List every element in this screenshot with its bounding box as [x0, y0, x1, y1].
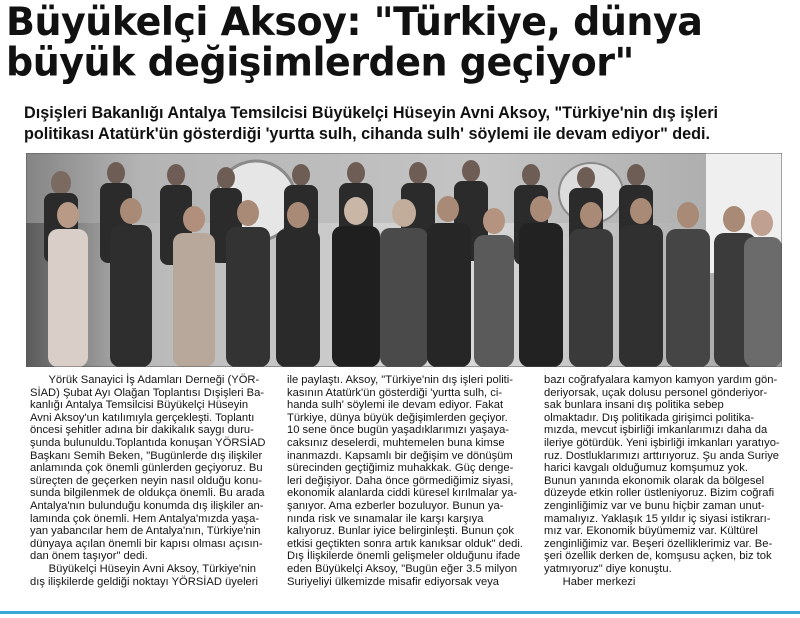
article-column-3 — [544, 374, 790, 588]
headline-line-2: büyük değişimlerden geçiyor" — [6, 39, 634, 85]
column-line: Suriyeliyi ülkemizde misafir ediyorsak veya — [287, 575, 500, 588]
column-line: deriyorsak, uçak dolusu personel gönderiyor- — [544, 386, 768, 399]
column-line: etkisi geçtikten sonra artık kanıksar olduk" dedi. — [287, 537, 523, 550]
column-line: inanmazdı. Kapsamlı bir değişim ve dönüşüm — [287, 449, 513, 462]
column-line: anlamında çok önemli günlerden geçiyoruz. Bu — [30, 462, 263, 475]
column-line: dış ilişkilerde geldiği noktayı YÖRSİAD üyeleri — [30, 575, 258, 588]
column-line: ruz. Dostluklarımızı arttırıyoruz. Şu anda Suriye — [544, 449, 780, 462]
column-line: sak bunlara insani dış politika sebep — [544, 399, 724, 412]
group-photo — [26, 153, 782, 367]
bottom-accent-rule — [0, 611, 800, 614]
column-line: dünyaya açılan önemli bir kapısı olması açısın- — [30, 537, 263, 550]
column-line: lamında çok önemli. Hem Antalya'mızda yaşa- — [30, 512, 260, 525]
column-line: handa sulh' söylemi ile devam ediyor. Fakat — [287, 399, 504, 412]
column-line: yan yabancılar hem de Antalya'nın, Türkiye'nin — [30, 525, 261, 538]
column-line: mızda, mevcut işbirliği imkanlarımızı daha da — [544, 424, 768, 437]
column-line: ekonomik alanlarda ciddi küresel kırılmalar ya- — [287, 487, 518, 500]
column-line: Büyükelçi Hüseyin Avni Aksoy, Türkiye'nin — [30, 562, 256, 575]
deck-line-2: politikası Atatürk'ün gösterdiği 'yurtta sulh, cihanda sulh' söylemi ile devam ediyor" dedi. — [24, 125, 711, 143]
column-line: şeri özellik derken de, komşusu açken, biz tok — [544, 550, 772, 563]
column-line: bazı coğrafyalara kamyon kamyon yardım gön- — [544, 374, 778, 386]
column-line: eden Büyükelçi Aksoy, "Bugün eğer 3.5 milyon — [287, 562, 518, 575]
column-line: Dış İlişkilerde önemli gelişmeler olduğunu ifade — [287, 550, 521, 563]
column-line: mamalıyız. Yaklaşık 15 yıldır iç siyasi istikrarı- — [544, 512, 771, 525]
column-line: şanıyor. Ama ezberler bozuluyor. Bunun ya- — [287, 499, 504, 512]
column-line: Türkiye, dünya büyük değişimlerden geçiyor. — [287, 411, 508, 424]
column-line: şunda bulunuldu.Toplantıda konuşan YÖRSİAD — [30, 436, 266, 449]
column-line: mız var. Ekonomik büyümemiz var. Kültürel — [544, 525, 758, 538]
column-line: ile paylaştı. Aksoy, "Türkiye'nin dış işleri politi- — [287, 374, 513, 386]
column-line: Avni Aksoy'un katılımıyla gerçekleşti. Toplantı — [30, 411, 255, 424]
column-line: Antalya'nın bulunduğu konumda dış ilişkiler an- — [30, 499, 264, 512]
column-line: SİAD) Şubat Ayı Olağan Toplantısı Dışişleri Ba- — [30, 386, 265, 399]
column-line: kalıyoruz. Bunlar iyice belirginleşti. Bunun çok — [287, 525, 514, 538]
column-line: Bunun yanında ekonomik olarak da bölgesel — [544, 474, 765, 487]
column-line: dan önem taşıyor" dedi. — [30, 550, 148, 563]
group-photo-illustration — [26, 153, 782, 367]
deck — [24, 103, 784, 145]
column-line: sunda bilgilenmek de oldukça önemli. Bu arada — [30, 487, 265, 500]
column-line: zenginliğimiz var. Beşeri özelliklerimiz var. Be- — [544, 537, 773, 550]
column-line: düzeyde etkin roller üstleniyoruz. Bizim coğrafi — [544, 487, 775, 500]
column-line: sürecinden geçtiğimiz muhakkak. Güç denge- — [287, 462, 514, 475]
column-line: harici kavgalı olduğumuz komşumuz yok. — [544, 462, 748, 475]
article-column-2 — [287, 374, 537, 588]
column-line: yatmıyoruz" diye konuştu. — [544, 562, 672, 575]
headline-line-1: Büyükelçi Aksoy: "Türkiye, dünya — [6, 0, 703, 45]
column-line: olmaktadır. Dış politikada girişimci politika- — [544, 411, 755, 424]
deck-line-1: Dışişleri Bakanlığı Antalya Temsilcisi Büyükelçi Hüseyin Avni Aksoy, "Türkiye'nin dış işleri — [24, 104, 719, 122]
article-column-1 — [30, 374, 276, 588]
headline — [6, 1, 796, 83]
column-line: zenginliğimiz var ve bunu hiçbir zaman unut- — [544, 499, 765, 512]
column-line: Başkanı Semih Beken, "Bugünlerde dış ilişkiler — [30, 449, 263, 462]
column-line: leri değişiyor. Daha önce görmediğimiz siyasi, — [287, 474, 514, 487]
column-line: Yörük Sanayici İş Adamları Derneği (YÖR- — [30, 374, 260, 386]
column-line: ileriye götürdük. Yeni işbirliği imkanları yaratıyo- — [544, 436, 780, 449]
column-line: caksınız deselerdi, muhtemelen buna kimse — [287, 436, 505, 449]
column-line: süreçten de geçerken neyin nasıl olduğu konu- — [30, 474, 262, 487]
column-line: kasının Atatürk'ün gösterdiği 'yurtta sulh, ci- — [287, 386, 503, 399]
column-line: öncesi şehitler adına bir dakikalık saygı duru- — [30, 424, 254, 437]
column-line: Haber merkezi — [544, 575, 636, 588]
column-line: nında risk ve sınamalar ile karşı karşıya — [287, 512, 484, 525]
column-line: kanlığı Antalya Temsilcisi Büyükelçi Hüseyin — [30, 399, 249, 412]
column-line: 10 sene önce bugün yaşadıklarımızı yaşaya- — [287, 424, 510, 437]
